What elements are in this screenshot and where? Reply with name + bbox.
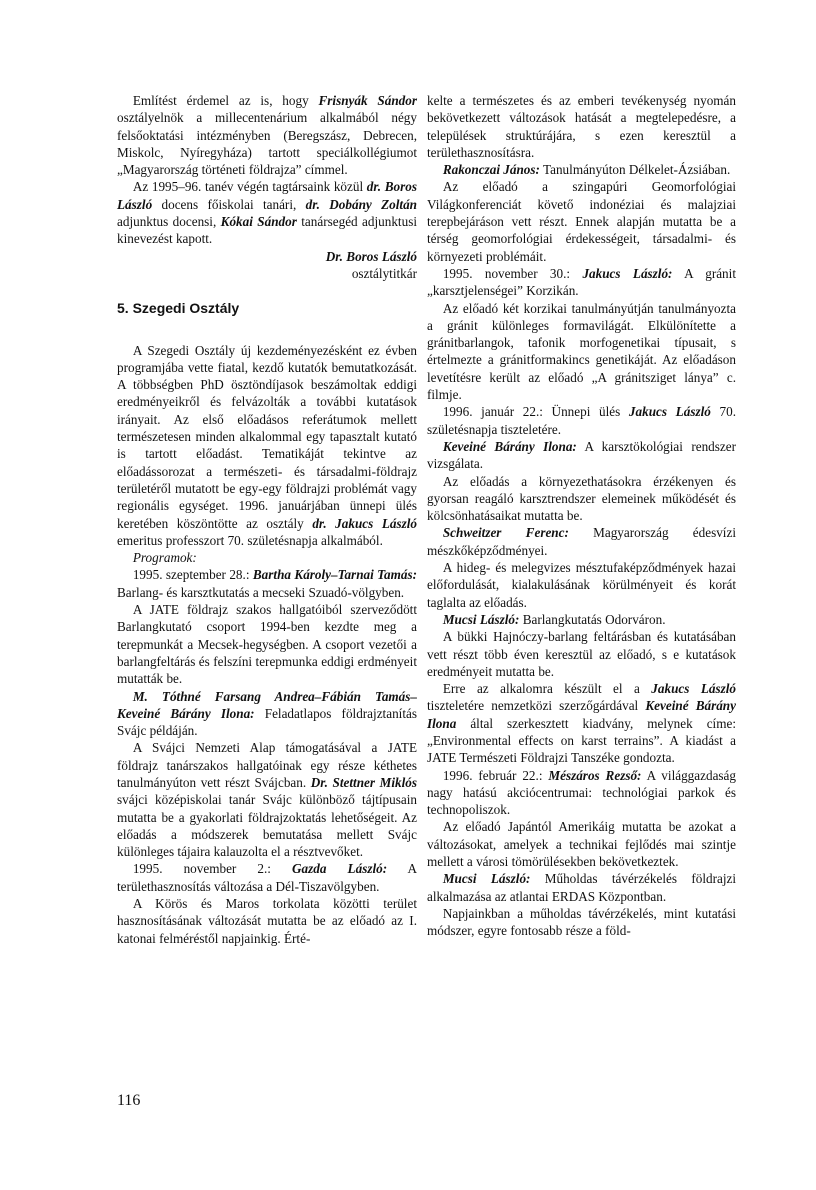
person-name: M. Tóthné Farsang Andrea–Fábián Tamás–Keveiné Bárány Ilona:: [117, 688, 417, 721]
person-name: Keveiné Bárány Ilona:: [442, 438, 577, 454]
person-name: Rakonczai János:: [442, 162, 540, 178]
person-name: dr. Jakucs László: [312, 515, 417, 531]
person-name: Jakucs László: [651, 681, 736, 697]
person-name: Dr. Stettner Miklós: [310, 774, 417, 790]
paragraph: A JATE földrajz szakos hallgatóiból szerveződött Barlangkutató csoport 1994-ben kezdte meg a terepmunkát a Mecsek-hegységben. A csoport vezetői a barlangfeltárás és felszíni terepmunka eddigi erdményeit mutatták be.: [117, 602, 417, 687]
paragraph: M. Tóthné Farsang Andrea–Fábián Tamás–Keveiné Bárány Ilona: Feladatlapos földrajztanítás Svájc példáján.: [117, 688, 417, 739]
paragraph: 1996. január 22.: Ünnepi ülés Jakucs László 70. születésnapja tiszteletére.: [427, 404, 736, 437]
person-name: Jakucs László:: [582, 265, 673, 281]
person-name: dr. Dobány Zoltán: [305, 196, 417, 212]
page-number: 116: [117, 1092, 141, 1109]
person-name: Schweitzer Ferenc:: [442, 525, 569, 541]
paragraph: Említést érdemel az is, hogy Frisnyák Sándor osztályelnök a millecentenárium alkalmából négy felsőoktatási intézményben (Beregszász, Debrecen, Miskolc, Nyíregyháza) tartott speciálkollégiumot „Magyarország történeti földrajza” címmel.: [117, 93, 417, 178]
paragraph: Schweitzer Ferenc: Magyarország édesvízi mészkőképződményei.: [427, 525, 736, 558]
paragraph: Rakonczai János: Tanulmányúton Délkelet-Ázsiában.: [442, 162, 731, 178]
signature-name: Dr. Boros László: [325, 248, 417, 264]
signature-role: osztálytitkár: [351, 265, 417, 281]
paragraph: Erre az alkalomra készült el a Jakucs László tiszteletére nemzetközi szerzőgárdával Keveiné Bárány Ilona által szerkesztett kiadvány, melynek címe: „Environmental effects on karst terrains”. A kiadást a JATE Természeti Földrajzi Tanszéke gondozta.: [427, 681, 736, 766]
paragraph: 1995. november 30.: Jakucs László: A gránit „karsztjelenségei” Korzikán.: [427, 265, 736, 299]
paragraph: A Körös és Maros torkolata közötti terület hasznosításának változását mutatta be az előadó az I. katonai felméréstől napjainkig. Érté-: [117, 896, 417, 946]
paragraph: 1995. szeptember 28.: Bartha Károly–Tarnai Tamás: Barlang- és karsztkutatás a mecseki Szuadó-völgyben.: [117, 567, 417, 600]
paragraph: 1996. február 22.: Mészáros Rezső: A világgazdaság nagy hatású akciócentrumai: technológiai parkok és technopoliszok.: [427, 767, 737, 818]
section-heading: 5. Szegedi Osztály: [117, 300, 240, 317]
paragraph: A Szegedi Osztály új kezdeményezésként ez évben programjába vette fiatal, kezdő kutatók bemutatkozását. A többségben PhD ösztöndíjasok beszámoltak eddigi eredményeikről és felvázolták a további kutatások irányait. Az első előadásos referátumok mellett természetesen minden alkalommal egy tapasztalt kutató is tartott előadást. Tematikáját tekintve az előadássorozat a természeti- és társadalmi-földrajz területéről mutatott be egy-egy földrajzi problémát vagy regionális egységet. 1996. januárjában ünnepi ülés keretében köszöntötte az osztály dr. Jakucs László emeritus professzort 70. születésnapja alkalmából.: [117, 342, 417, 548]
left-column: [117, 92, 417, 947]
paragraph: Az előadás a környezethatásokra érzékenyen és gyorsan reagáló karsztrendszer elemeinek működését és kölcsönhatásaikat mutatta be.: [427, 473, 736, 524]
person-name: Mészáros Rezső:: [548, 767, 642, 783]
paragraph: Az előadó két korzikai tanulmányútján tanulmányozta a gránit különleges formavilágát. Elkülönítette a gránitbarlangok, tafonik morfogenetikai típusait, s értelmezte a gránitformakincs genetikáját. Az előadáson levetítésre került az előadó „A gránitsziget lánya” c. filmje.: [427, 300, 736, 403]
paragraph: Keveiné Bárány Ilona: A karsztökológiai rendszer vizsgálata.: [427, 438, 736, 472]
paragraph: Az 1995–96. tanév végén tagtársaink közül dr. Boros László docens főiskolai tanári, dr. Dobány Zoltán adjunktus docensi, Kókai Sándor tanársegéd adjunktusi kinevezést kapott.: [117, 179, 417, 247]
programs-label: Programok:: [132, 550, 197, 566]
person-name: Mucsi László:: [442, 871, 531, 887]
paragraph: Az előadó Japántól Amerikáig mutatta be azokat a változásokat, amelyek a technikai fejlődés mai szintje mellett a városi tömörülésekben bekövetkeztek.: [427, 819, 736, 870]
person-name: Gazda László:: [292, 861, 388, 877]
paragraph: Az előadó a szingapúri Geomorfológiai Világkonferenciát követő indonéziai és malajziai terepbejáráson vett részt. Ennek alapján mutatta be a térség geomorfológiai érdekességeit, társadalmi- és környezeti problémáit.: [427, 179, 736, 264]
paragraph: Mucsi László: Barlangkutatás Odorváron.: [442, 611, 666, 627]
person-name: Frisnyák Sándor: [318, 93, 417, 108]
person-name: Jakucs László: [628, 404, 711, 420]
person-name: Keveiné Bárány Ilona: [427, 698, 736, 731]
paragraph: Mucsi László: Műholdas távérzékelés földrajzi alkalmazása az atlantai ERDAS Központban.: [427, 871, 736, 904]
paragraph: A bükki Hajnóczy-barlang feltárásban és kutatásában vett részt több éven keresztül az előadó, s e kutatások eredményeit mutatta be.: [427, 629, 736, 679]
paragraph: 1995. november 2.: Gazda László: A területhasznosítás változása a Dél-Tiszavölgyben.: [117, 861, 418, 894]
paragraph: Napjainkban a műholdas távérzékelés, mint kutatási módszer, egyre fontosabb része a föld-: [427, 905, 736, 939]
paragraph: A hideg- és melegvizes mésztufaképződmények hazai előfordulását, kialakulásának körülményeit és korát taglalta az előadás.: [427, 560, 736, 610]
paragraph: A Svájci Nemzeti Alap támogatásával a JATE földrajz tanárszakos hallgatóinak egy része kéthetes tanulmányúton vett részt Svájcban. Dr. Stettner Miklós svájci középiskolai tanár Svájc különböző tájtípusain mutatta be a gyakorlati földrajzoktatás lehetőségeit. Az előadás a módszerek bemutatása mellett Svájc különleges tájaira kalauzolta el a résztvevőket.: [117, 740, 417, 860]
person-name: Bartha Károly–Tarnai Tamás:: [252, 567, 417, 583]
person-name: Mucsi László:: [442, 611, 520, 627]
person-name: Kókai Sándor: [220, 214, 297, 230]
person-name: dr. Boros László: [117, 179, 417, 212]
paragraph: kelte a természetes és az emberi tevékenység nyomán bekövetkezett változások hatását a megtelepedésre, a települések struktúrájára, s ezen keresztül a területhasznosításra.: [427, 93, 736, 160]
right-column: [427, 92, 736, 940]
